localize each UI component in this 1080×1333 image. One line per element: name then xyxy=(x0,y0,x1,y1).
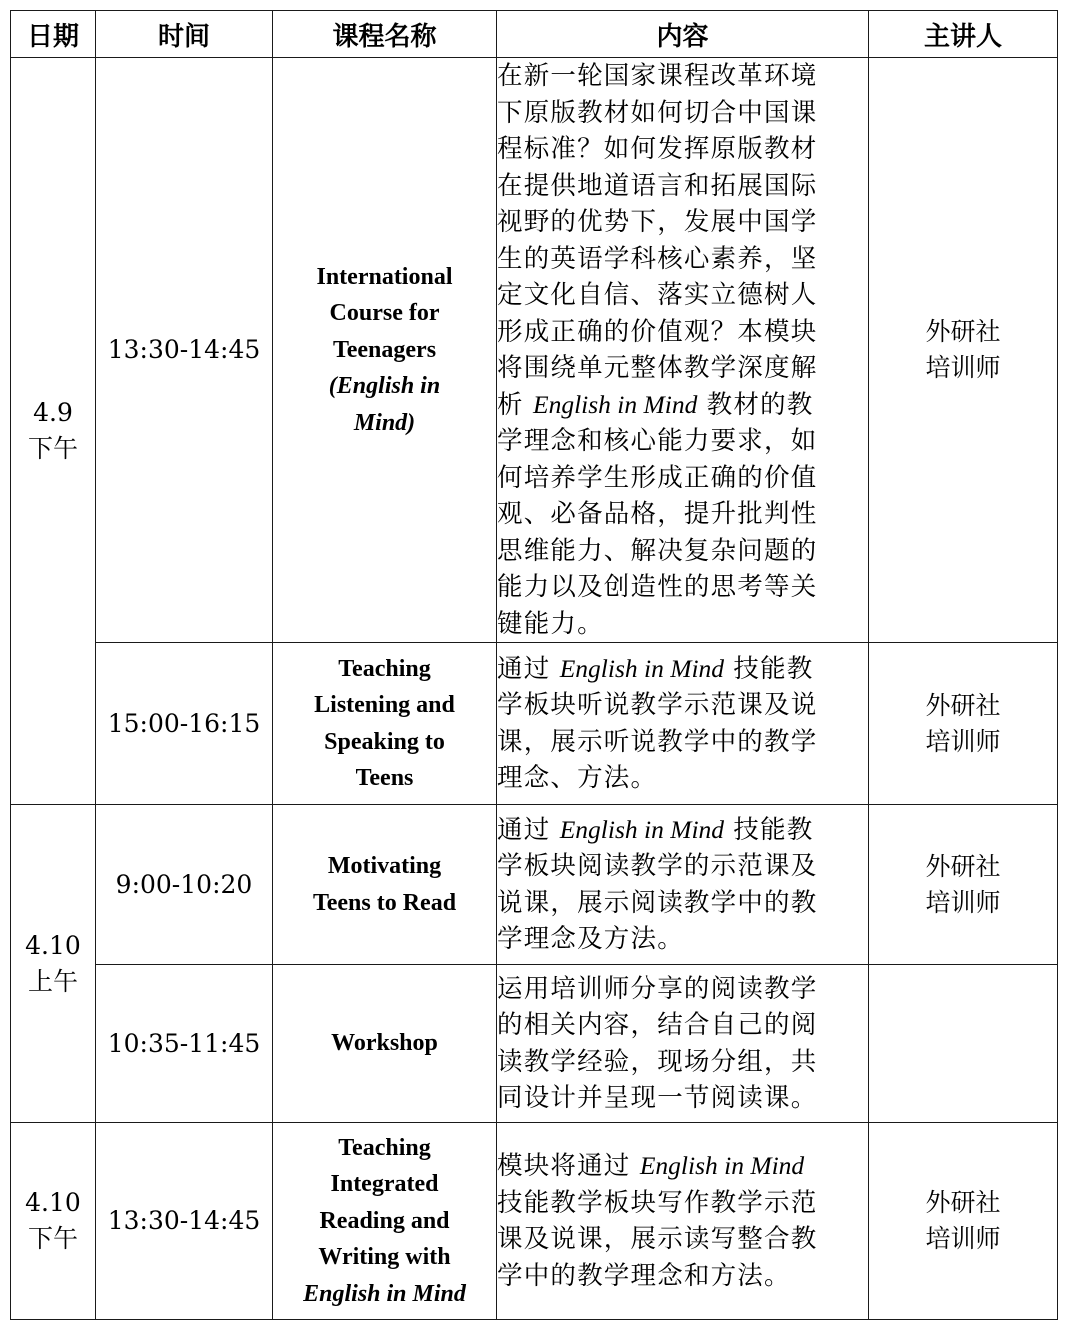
content-line: 思维能力、解决复杂问题的 xyxy=(497,535,818,566)
content-text: 通过 xyxy=(497,814,551,845)
course-line: Teens to Read xyxy=(312,889,457,916)
speaker-role: 培训师 xyxy=(925,726,1001,756)
date-cell xyxy=(11,805,96,1123)
speaker-org: 外研社 xyxy=(925,317,1001,346)
content-line: 能力以及创造性的思考等关 xyxy=(497,572,818,602)
book-title: English in Mind xyxy=(639,1151,805,1180)
table-row xyxy=(11,58,1058,643)
book-title: English in Mind xyxy=(559,814,725,844)
course-line: Course for xyxy=(329,300,440,327)
content-line: 说课，展示阅读教学中的教 xyxy=(497,887,818,918)
speaker-org: 外研社 xyxy=(925,851,1001,881)
content-line xyxy=(497,387,868,424)
content-line: 学板块阅读教学的示范课及 xyxy=(497,851,818,881)
content-line: 同设计并呈现一节阅读课。 xyxy=(497,1083,818,1113)
date-period: 下午 xyxy=(27,434,78,463)
header-time: 时间 xyxy=(96,11,273,58)
speaker-role: 培训师 xyxy=(925,353,1001,382)
header-speaker: 主讲人 xyxy=(869,11,1058,58)
content-line: 运用培训师分享的阅读教学 xyxy=(497,973,818,1004)
content-line: 理念、方法。 xyxy=(497,763,658,793)
date-value: 4.10 xyxy=(25,930,81,960)
time-cell: 13:30-14:45 xyxy=(96,1123,273,1320)
content-line: 程标准？如何发挥原版教材 xyxy=(497,134,818,164)
course-line: International xyxy=(316,263,453,290)
speaker-cell xyxy=(869,965,1058,1123)
content-cell xyxy=(497,643,869,805)
date-value: 4.9 xyxy=(33,398,73,427)
time-cell: 10:35-11:45 xyxy=(96,965,273,1123)
content-line: 定文化自信、落实立德树人 xyxy=(497,280,818,310)
table-row xyxy=(11,805,1058,965)
content-line: 观、必备品格，提升批判性 xyxy=(497,499,818,529)
speaker-cell xyxy=(869,643,1058,805)
content-cell xyxy=(497,805,869,965)
course-line: Teaching xyxy=(338,1134,431,1161)
content-text: 通过 xyxy=(497,653,551,684)
content-line: 键能力。 xyxy=(497,608,604,639)
speaker-role: 培训师 xyxy=(925,887,1001,917)
content-line: 学板块听说教学示范课及说 xyxy=(497,690,818,720)
course-line: Reading and xyxy=(319,1207,450,1234)
time-cell: 13:30-14:45 xyxy=(96,58,273,643)
content-line: 在新一轮国家课程改革环境 xyxy=(497,61,818,91)
content-text: 模块将通过 xyxy=(497,1151,631,1181)
course-line: Mind) xyxy=(353,409,416,436)
time-cell: 9:00-10:20 xyxy=(96,805,273,965)
course-line: Teens xyxy=(355,765,414,791)
course-line: Listening and xyxy=(314,692,455,718)
course-line: Workshop xyxy=(331,1030,438,1057)
book-title: English in Mind xyxy=(559,653,725,683)
course-name-cell xyxy=(273,805,497,965)
content-line: 学中的教学理念和方法。 xyxy=(497,1260,791,1291)
content-line: 视野的优势下，发展中国学 xyxy=(497,207,818,237)
course-line: English in Mind xyxy=(303,1280,466,1307)
content-line xyxy=(497,1148,868,1185)
speaker-cell xyxy=(869,1123,1058,1320)
content-line: 生的英语学科核心素养，坚 xyxy=(497,243,818,274)
table-row xyxy=(11,643,1058,805)
course-name-cell xyxy=(273,643,497,805)
course-line: Motivating xyxy=(327,853,442,879)
date-value: 4.10 xyxy=(25,1188,81,1217)
table-row xyxy=(11,1123,1058,1320)
table-row xyxy=(11,965,1058,1123)
content-text: 技能教 xyxy=(733,814,814,845)
content-line xyxy=(497,651,868,688)
content-cell xyxy=(497,965,869,1123)
date-cell xyxy=(11,1123,96,1320)
content-text: 析 xyxy=(497,389,524,420)
course-name-cell xyxy=(273,965,497,1123)
course-line: Integrated xyxy=(330,1171,439,1198)
header-content: 内容 xyxy=(497,11,869,58)
content-line: 的相关内容，结合自己的阅 xyxy=(497,1010,818,1040)
speaker-cell xyxy=(869,805,1058,965)
content-line: 学理念及方法。 xyxy=(497,924,684,954)
header-date: 日期 xyxy=(11,11,96,58)
content-line: 何培养学生形成正确的价值 xyxy=(497,462,818,493)
content-line: 课及说课，展示读写整合教 xyxy=(497,1224,818,1254)
content-line: 下原版教材如何切合中国课 xyxy=(497,97,818,128)
speaker-org: 外研社 xyxy=(925,690,1001,720)
content-text: 技能教 xyxy=(733,653,814,684)
speaker-role: 培训师 xyxy=(925,1224,1001,1253)
content-text: 教材的教 xyxy=(706,389,814,420)
course-name-cell xyxy=(273,1123,497,1320)
book-title: English in Mind xyxy=(533,389,698,419)
header-course: 课程名称 xyxy=(273,11,497,58)
header-row xyxy=(11,11,1058,58)
speaker-cell xyxy=(869,58,1058,643)
course-line: Speaking to xyxy=(324,728,445,755)
content-line: 课，展示听说教学中的教学 xyxy=(497,726,818,757)
time-cell: 15:00-16:15 xyxy=(96,643,273,805)
schedule-table xyxy=(10,10,1058,1320)
date-period: 下午 xyxy=(27,1224,78,1253)
course-line: Writing with xyxy=(318,1244,451,1271)
course-name-cell xyxy=(273,58,497,643)
content-cell xyxy=(497,1123,869,1320)
content-line: 将围绕单元整体教学深度解 xyxy=(497,353,818,383)
content-line: 形成正确的价值观？本模块 xyxy=(497,316,818,347)
date-period: 上午 xyxy=(27,966,78,996)
course-line: (English in xyxy=(328,373,441,400)
course-line: Teenagers xyxy=(332,336,437,363)
date-cell xyxy=(11,58,96,805)
content-line: 技能教学板块写作教学示范 xyxy=(497,1187,818,1218)
content-cell xyxy=(497,58,869,643)
content-line xyxy=(497,812,868,849)
content-line: 读教学经验，现场分组，共 xyxy=(497,1046,818,1077)
content-line: 在提供地道语言和拓展国际 xyxy=(497,170,818,201)
speaker-org: 外研社 xyxy=(925,1188,1001,1217)
course-line: Teaching xyxy=(338,655,431,682)
content-line: 学理念和核心能力要求，如 xyxy=(497,426,818,456)
